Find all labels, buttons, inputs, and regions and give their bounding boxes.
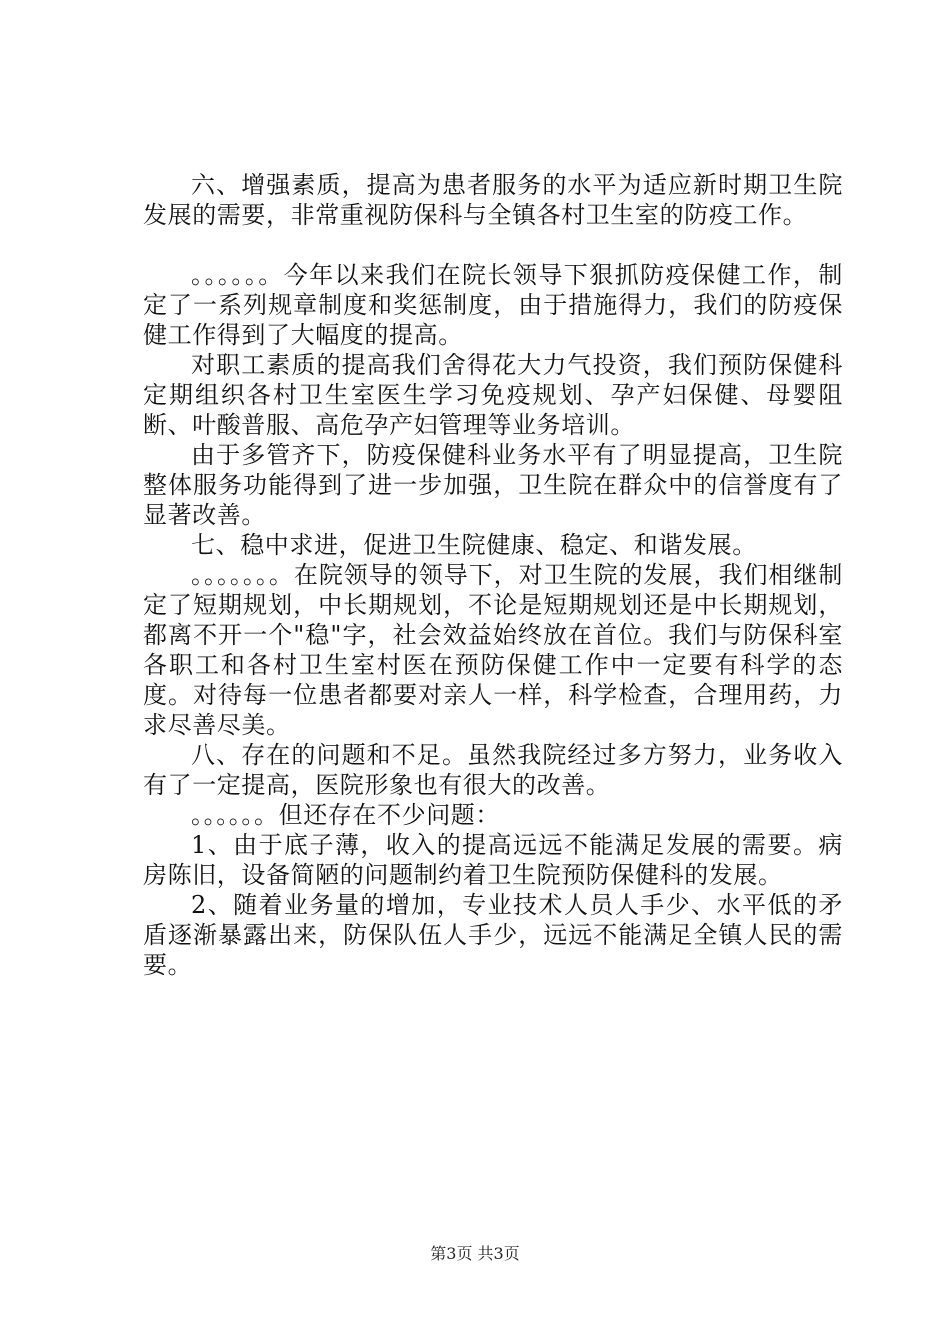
paragraph-section-seven: 七、稳中求进，促进卫生院健康、稳定、和谐发展。 — [191, 531, 757, 559]
paragraph-section-eight: 八、存在的问题和不足。虽然我院经过多方努力，业务收入有了一定提高，医院形象也有很大的改善。 — [143, 741, 843, 799]
document-body — [143, 170, 843, 980]
paragraph-staff-training: 对职工素质的提高我们舍得花大力气投资，我们预防保健科定期组织各村卫生室医生学习免疫规划、孕产妇保健、母婴阻断、叶酸普服、高危孕产妇管理等业务培训。 — [143, 351, 843, 439]
paragraph-planning: 。。。。。。。在院领导的领导下，对卫生院的发展，我们相继制定了短期规划，中长期规划，不论是短期规划还是中长期规划，都离不开一个"稳"字，社会效益始终放在首位。我们与防保科室各职工和各村卫生室村医在预防保健工作中一定要有科学的态度。对待每一位患者都要对亲人一样，科学检查，合理用药，力求尽善尽美。 — [143, 561, 843, 739]
paragraph-section-six: 六、增强素质，提高为患者服务的水平为适应新时期卫生院发展的需要，非常重视防保科与全镇各村卫生室的防疫工作。 — [143, 171, 843, 229]
paragraph-epidemic-work: 。。。。。。今年以来我们在院长领导下狠抓防疫保健工作，制定了一系列规章制度和奖惩制度，由于措施得力，我们的防疫保健工作得到了大幅度的提高。 — [143, 261, 843, 349]
page-number-footer: 第3页 共3页 — [430, 1244, 520, 1263]
paragraph-problem-one: 1、由于底子薄，收入的提高远远不能满足发展的需要。病房陈旧，设备简陋的问题制约着卫生院预防保健科的发展。 — [143, 831, 843, 889]
paragraph-improvement: 由于多管齐下，防疫保健科业务水平有了明显提高，卫生院整体服务功能得到了进一步加强，卫生院在群众中的信誉度有了显著改善。 — [143, 441, 843, 529]
paragraph-problems-intro: 。。。。。。但还存在不少问题： — [191, 801, 500, 829]
paragraph-problem-two: 2、随着业务量的增加，专业技术人员人手少、水平低的矛盾逐渐暴露出来，防保队伍人手少，远远不能满足全镇人民的需要。 — [143, 891, 843, 979]
